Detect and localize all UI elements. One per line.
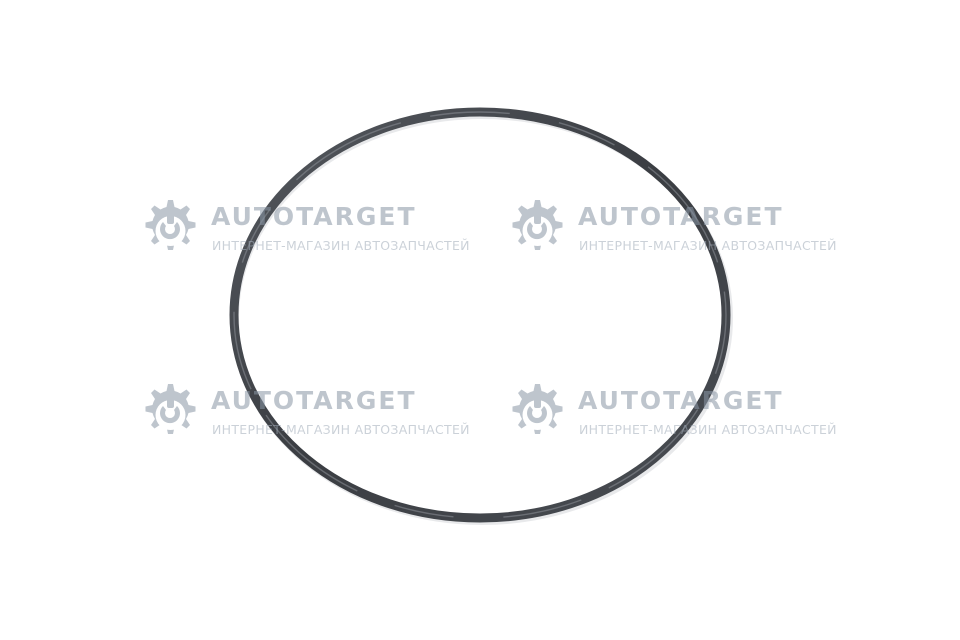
watermark-tagline: ИНТЕРНЕТ-МАГАЗИН АВТОЗАПЧАСТЕЙ (579, 422, 837, 437)
watermark-tagline: ИНТЕРНЕТ-МАГАЗИН АВТОЗАПЧАСТЕЙ (212, 238, 470, 253)
watermark-brand: AUTOTARGET (211, 386, 417, 415)
gear-wrench-icon (502, 196, 568, 262)
gear-wrench-icon (135, 196, 201, 262)
gear-wrench-icon (502, 380, 568, 446)
watermark-brand: AUTOTARGET (578, 202, 784, 231)
watermark-brand: AUTOTARGET (578, 386, 784, 415)
gear-wrench-icon (135, 380, 201, 446)
watermark-tagline: ИНТЕРНЕТ-МАГАЗИН АВТОЗАПЧАСТЕЙ (212, 422, 470, 437)
watermark (135, 196, 470, 266)
watermark (502, 380, 837, 450)
watermark-brand: AUTOTARGET (211, 202, 417, 231)
watermark (135, 380, 470, 450)
watermark (502, 196, 837, 266)
o-ring-body (234, 112, 726, 518)
watermark-tagline: ИНТЕРНЕТ-МАГАЗИН АВТОЗАПЧАСТЕЙ (579, 238, 837, 253)
